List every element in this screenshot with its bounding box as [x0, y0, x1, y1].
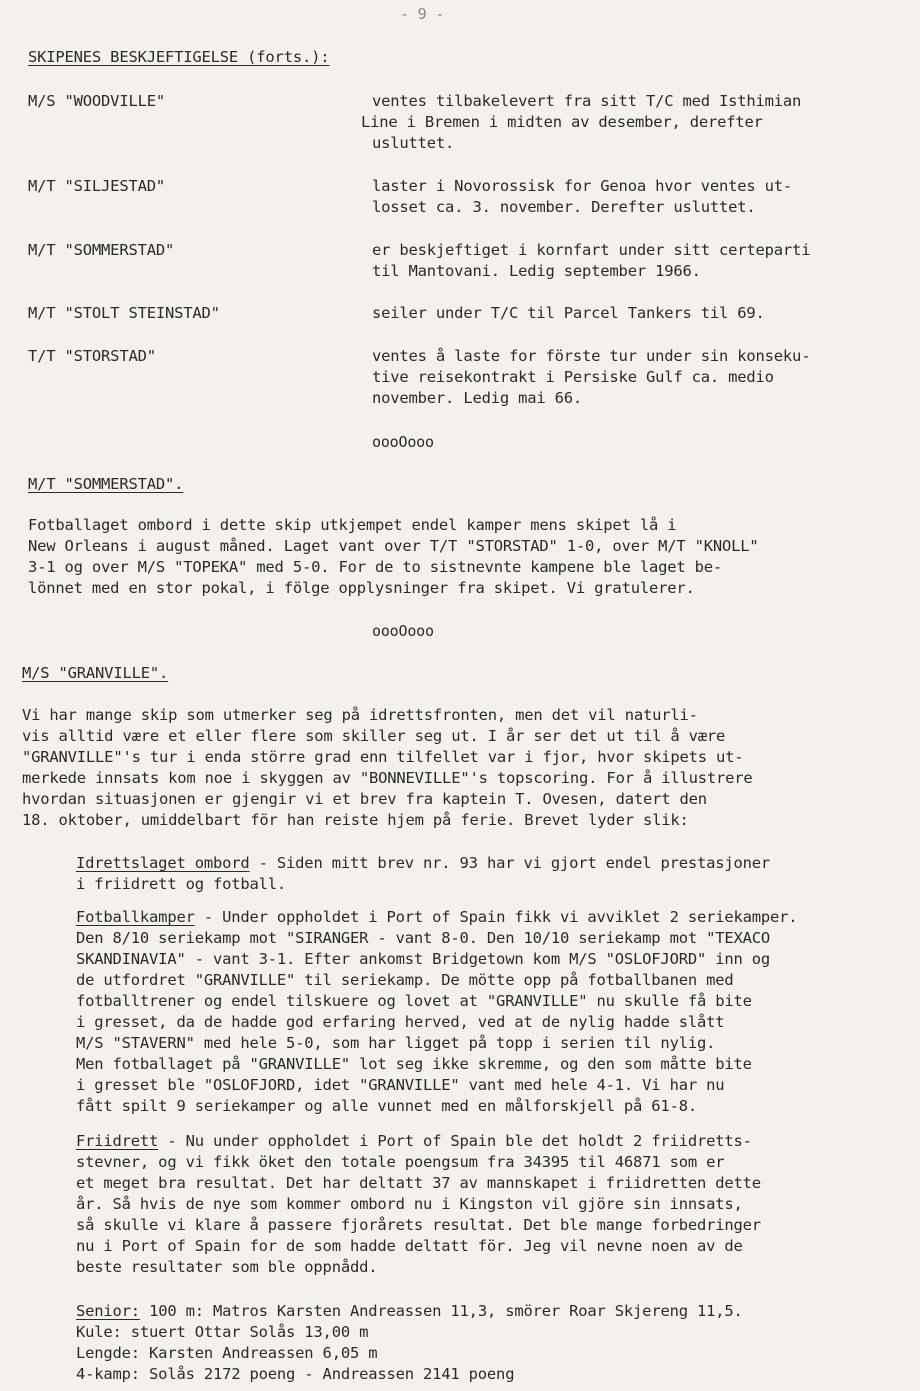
results-heading: Senior:: [76, 1302, 140, 1320]
article-title-granville: M/S "GRANVILLE".: [22, 664, 169, 682]
ship-name: T/T "STORSTAD": [28, 347, 156, 365]
ship-name: M/T "SOMMERSTAD": [28, 241, 175, 259]
article-line: New Orleans i august måned. Laget vant over T/T "STORSTAD" 1-0, over M/T "KNOLL": [28, 537, 759, 555]
article-line: hvordan situasjonen er gjengir vi et brev fra kaptein T. Ovesen, datert den: [22, 790, 707, 808]
separator: oooOooo: [372, 433, 434, 451]
article-line: 3-1 og over M/S "TOPEKA" med 5-0. For de to sistnevnte kampene ble laget be-: [28, 558, 723, 576]
paragraph-text: - Under oppholdet i Port of Spain fikk vi avviklet 2 seriekamper.: [194, 908, 798, 926]
paragraph-heading: Friidrett: [76, 1132, 159, 1150]
letter-line: M/S "STAVERN" med hele 5-0, som har ligget på topp i serien til nylig.: [76, 1034, 716, 1052]
article-line: merkede innsats kom noe i skyggen av "BONNEVILLE"'s topscoring. For å illustrere: [22, 769, 753, 787]
ship-status-line: november. Ledig mai 66.: [372, 389, 583, 407]
ship-status-line: ventes tilbakelevert fra sitt T/C med Isthimian: [372, 92, 802, 110]
letter-paragraph-first-line: [76, 907, 797, 928]
paragraph-text: - Siden mitt brev nr. 93 har vi gjort endel prestasjoner: [249, 854, 771, 872]
results-text: 100 m: Matros Karsten Andreassen 11,3, smörer Roar Skjereng 11,5.: [139, 1302, 743, 1320]
article-line: 18. oktober, umiddelbart för han reiste hjem på ferie. Brevet lyder slik:: [22, 811, 689, 829]
ship-status-line: usluttet.: [372, 134, 455, 152]
letter-paragraph-first-line: [76, 853, 770, 874]
paragraph-heading: Idrettslaget ombord: [76, 854, 250, 872]
results-line: Kule: stuert Ottar Solås 13,00 m: [76, 1323, 369, 1341]
article-title-sommerstad: M/T "SOMMERSTAD".: [28, 475, 184, 493]
ship-name: M/S "WOODVILLE": [28, 92, 165, 110]
paragraph-text: - Nu under oppholdet i Port of Spain ble det holdt 2 friidretts-: [158, 1132, 752, 1150]
ship-name: M/T "STOLT STEINSTAD": [28, 304, 220, 322]
page-number: - 9 -: [400, 5, 445, 23]
letter-line: år. Så hvis de nye som kommer ombord nu i Kingston vil gjöre sin innsats,: [76, 1195, 743, 1213]
section-heading: SKIPENES BESKJEFTIGELSE (forts.):: [28, 48, 330, 66]
ship-status-line: til Mantovani. Ledig september 1966.: [372, 262, 701, 280]
ship-status-line: seiler under T/C til Parcel Tankers til 69.: [372, 304, 765, 322]
results-line: Lengde: Karsten Andreassen 6,05 m: [76, 1344, 378, 1362]
letter-line: fotballtrener og endel tilskuere og lovet at "GRANVILLE" nu skulle få bite: [76, 992, 752, 1010]
results-first-line: [76, 1301, 743, 1322]
letter-line: et meget bra resultat. Det har deltatt 37 av mannskapet i friidretten dette: [76, 1174, 761, 1192]
letter-line: SKANDINAVIA" - vant 3-1. Efter ankomst Bridgetown kom M/S "OSLOFJORD" inn og: [76, 950, 771, 968]
letter-line: Den 8/10 seriekamp mot "SIRANGER - vant 8-0. Den 10/10 seriekamp mot "TEXACO: [76, 929, 771, 947]
letter-line: stevner, og vi fikk öket den totale poengsum fra 34395 til 46871 som er: [76, 1153, 725, 1171]
results-line: 4-kamp: Solås 2172 poeng - Andreassen 2141 poeng: [76, 1365, 515, 1383]
paragraph-heading: Fotballkamper: [76, 908, 195, 926]
ship-status-line: er beskjeftiget i kornfart under sitt certeparti: [372, 241, 811, 259]
letter-line: beste resultater som ble oppnådd.: [76, 1258, 378, 1276]
ship-status-line: Line i Bremen i midten av desember, derefter: [361, 113, 763, 131]
ship-status-line: laster i Novorossisk for Genoa hvor ventes ut-: [372, 177, 793, 195]
separator: oooOooo: [372, 622, 434, 640]
letter-line: i gresset, da de hadde god erfaring herved, ved at de nylig hadde slått: [76, 1013, 725, 1031]
article-line: "GRANVILLE"'s tur i enda större grad enn tilfellet var i fjor, hvor skipets ut-: [22, 748, 744, 766]
article-line: Fotballaget ombord i dette skip utkjempet endel kamper mens skipet lå i: [28, 516, 677, 534]
article-line: Vi har mange skip som utmerker seg på idrettsfronten, men det vil naturli-: [22, 706, 698, 724]
letter-line: i friidrett og fotball.: [76, 875, 287, 893]
letter-line: i gresset ble "OSLOFJORD, idet "GRANVILLE" vant med hele 4-1. Vi har nu: [76, 1076, 725, 1094]
letter-line: de utfordret "GRANVILLE" til seriekamp. De mötte opp på fotballbanen med: [76, 971, 734, 989]
letter-line: fått spilt 9 seriekamper og alle vunnet med en målforskjell på 61-8.: [76, 1097, 697, 1115]
ship-status-line: losset ca. 3. november. Derefter usluttet.: [372, 198, 756, 216]
letter-paragraph-first-line: [76, 1131, 752, 1152]
letter-line: Men fotballaget på "GRANVILLE" lot seg ikke skremme, og den som måtte bite: [76, 1055, 752, 1073]
ship-name: M/T "SILJESTAD": [28, 177, 165, 195]
article-line: lönnet med en stor pokal, i fölge opplysninger fra skipet. Vi gratulerer.: [28, 579, 695, 597]
letter-line: nu i Port of Spain for de som hadde deltatt för. Jeg vil nevne noen av de: [76, 1237, 743, 1255]
article-line: vis alltid være et eller flere som skiller seg ut. I år ser det ut til å være: [22, 727, 726, 745]
letter-line: så skulle vi klare å passere fjorårets resultat. Det ble mange forbedringer: [76, 1216, 761, 1234]
ship-status-line: ventes å laste for förste tur under sin konseku-: [372, 347, 811, 365]
ship-status-line: tive reisekontrakt i Persiske Gulf ca. medio: [372, 368, 774, 386]
